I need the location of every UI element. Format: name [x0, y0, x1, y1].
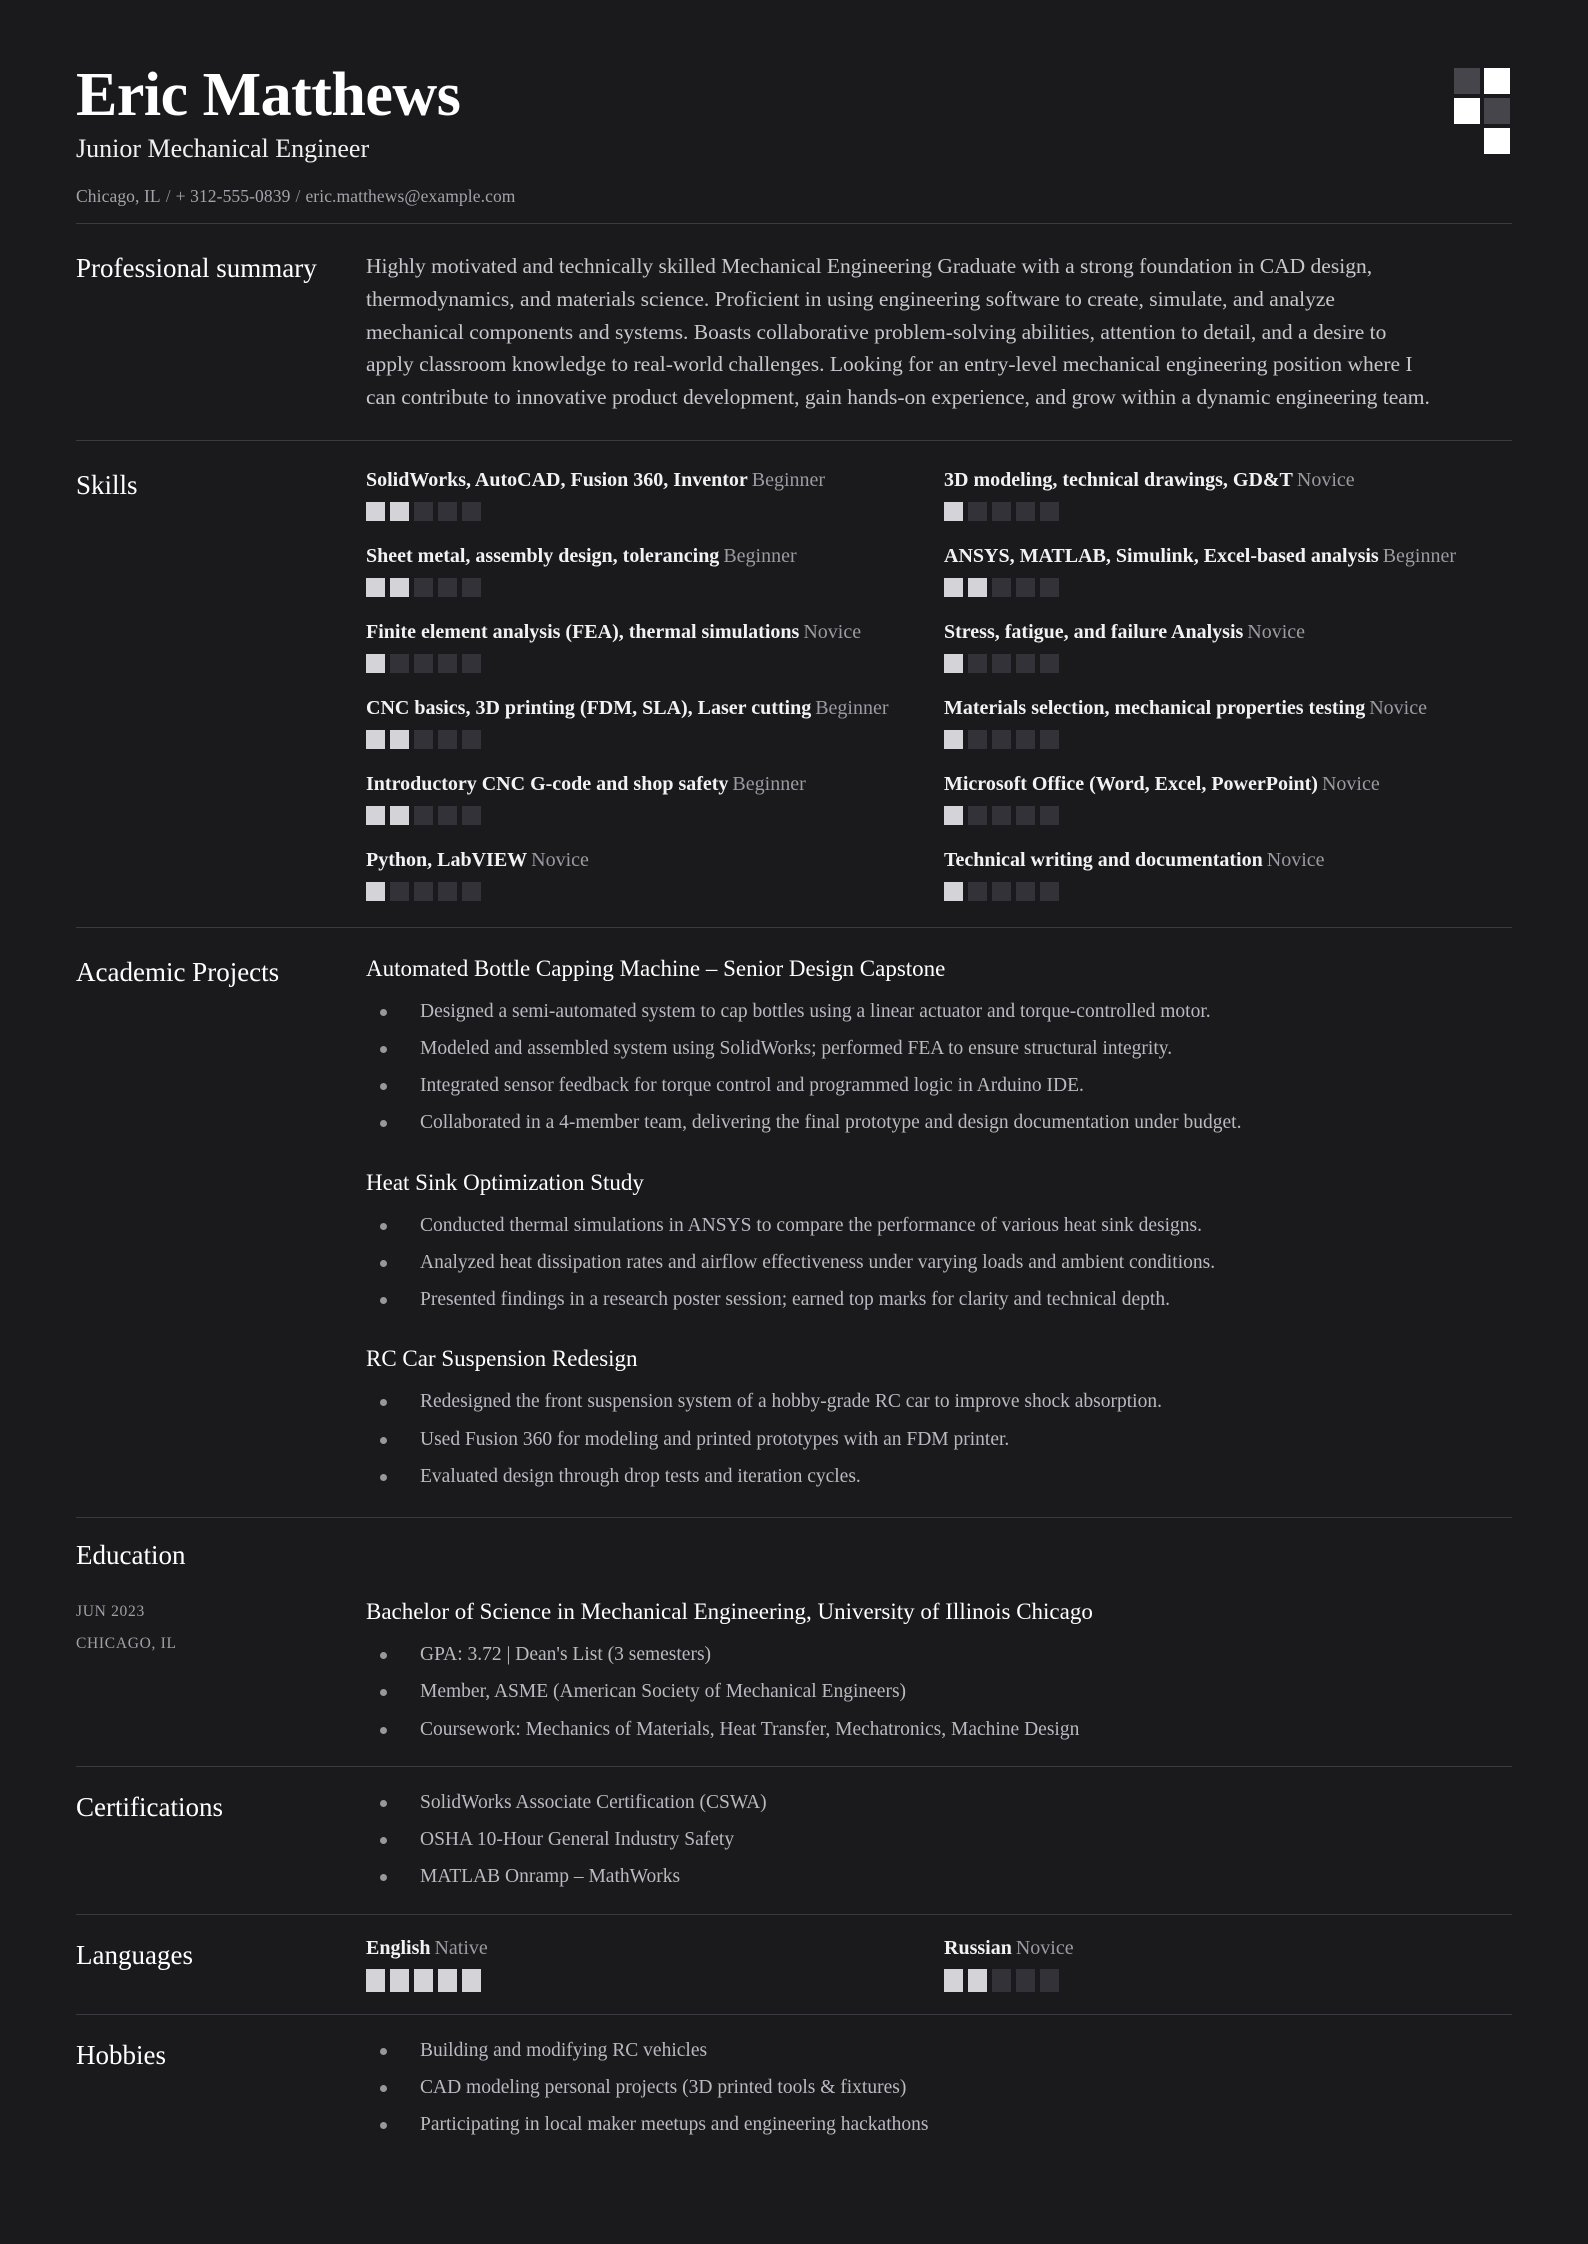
rating-dot-empty [992, 578, 1011, 597]
skill-item [944, 847, 1512, 901]
language-item [944, 1937, 1512, 1992]
candidate-name: Eric Matthews [76, 61, 461, 129]
skill-level-label: Beginner [732, 772, 806, 795]
education-body [366, 1597, 1512, 1744]
section-title-education: Education [76, 1540, 186, 1571]
skill-name: Technical writing and documentation Novice [944, 848, 1325, 871]
rating-dot-filled [366, 502, 385, 521]
rating-dots [366, 730, 934, 749]
skill-name: SolidWorks, AutoCAD, Fusion 360, Inventor Beginner [366, 468, 826, 491]
project-bullet: Redesigned the front suspension system of a hobby-grade RC car to improve shock absorption. [366, 1388, 1512, 1416]
hobby-item: Participating in local maker meetups and engineering hackathons [366, 2111, 1512, 2139]
rating-dot-filled [944, 882, 963, 901]
skill-name: CNC basics, 3D printing (FDM, SLA), Laser cutting Beginner [366, 696, 889, 719]
rating-dot-filled [390, 806, 409, 825]
rating-dot-filled [944, 806, 963, 825]
logo-cell [1484, 98, 1510, 124]
rating-dot-empty [438, 654, 457, 673]
skill-level-label: Novice [1296, 468, 1355, 491]
section-languages [76, 1915, 1512, 2014]
project-bullets [366, 1388, 1512, 1491]
skills-body [366, 467, 1512, 901]
language-level-label: Native [434, 1936, 488, 1959]
skill-item [944, 467, 1512, 521]
section-title-hobbies: Hobbies [76, 2039, 166, 2070]
candidate-job-title: Junior Mechanical Engineer [76, 134, 370, 164]
section-hobbies [76, 2015, 1512, 2162]
hobby-item: Building and modifying RC vehicles [366, 2037, 1512, 2065]
section-academic-projects [76, 928, 1512, 1517]
section-title-skills: Skills [76, 469, 138, 500]
skills-grid [366, 467, 1512, 901]
rating-dot-filled [366, 654, 385, 673]
rating-dot-filled [366, 578, 385, 597]
rating-dot-empty [414, 502, 433, 521]
skill-level-label: Beginner [723, 544, 797, 567]
skill-level-label: Novice [1266, 848, 1325, 871]
rating-dot-filled [390, 1969, 409, 1992]
rating-dot-empty [390, 882, 409, 901]
contact-phone[interactable]: + 312-555-0839 [175, 186, 291, 207]
project-bullet: Conducted thermal simulations in ANSYS to compare the performance of various heat sink designs. [366, 1212, 1512, 1240]
education-bullet: Coursework: Mechanics of Materials, Heat Transfer, Mechatronics, Machine Design [366, 1716, 1512, 1744]
rating-dot-filled [968, 1969, 987, 1992]
rating-dot-empty [438, 502, 457, 521]
skill-name: Sheet metal, assembly design, tolerancing Beginner [366, 544, 797, 567]
section-title-projects: Academic Projects [76, 956, 280, 987]
skill-item [366, 543, 934, 597]
project-title: Automated Bottle Capping Machine – Senior Design Capstone [366, 955, 946, 981]
rating-dot-filled [366, 1969, 385, 1992]
section-professional-summary [76, 224, 1512, 439]
skill-level-label: Novice [1247, 620, 1306, 643]
section-education [76, 1518, 1512, 1766]
education-bullet: Member, ASME (American Society of Mechanical Engineers) [366, 1678, 1512, 1706]
logo-cell [1454, 98, 1480, 124]
rating-dot-empty [438, 578, 457, 597]
rating-dot-empty [390, 654, 409, 673]
skill-item [944, 543, 1512, 597]
certifications-list [366, 1789, 1512, 1892]
skill-name: Finite element analysis (FEA), thermal simulations Novice [366, 620, 862, 643]
skill-item [366, 695, 934, 749]
skill-name: Materials selection, mechanical properties testing Novice [944, 696, 1427, 719]
rating-dot-empty [992, 502, 1011, 521]
project-entry [366, 954, 1512, 1138]
project-bullets [366, 998, 1512, 1138]
language-name: English Native [366, 1936, 488, 1959]
project-bullet: Analyzed heat dissipation rates and airflow effectiveness under varying loads and ambient conditions. [366, 1249, 1512, 1277]
rating-dot-filled [390, 578, 409, 597]
skill-item [944, 619, 1512, 673]
rating-dot-empty [1016, 654, 1035, 673]
rating-dot-filled [390, 502, 409, 521]
logo-cell [1484, 128, 1510, 154]
skill-level-label: Novice [1321, 772, 1380, 795]
rating-dot-empty [1016, 806, 1035, 825]
language-item [366, 1937, 934, 1992]
project-bullet: Used Fusion 360 for modeling and printed prototypes with an FDM printer. [366, 1426, 1512, 1454]
certification-item: MATLAB Onramp – MathWorks [366, 1863, 1512, 1891]
rating-dot-filled [944, 1969, 963, 1992]
skill-item [944, 695, 1512, 749]
summary-text: Highly motivated and technically skilled Mechanical Engineering Graduate with a strong foundation in CAD design, thermodynamics, and materials science. Proficient in using engineering software to create, simulate, and analyze mechanical components and systems. Boasts collaborative problem-solving abilities, attention to detail, and a desire to apply classroom knowledge to real-world challenges. Looking for an entry-level mechanical engineering position where I can contribute to innovative product development, gain hands-on experience, and grow within a dynamic engineering team. [366, 254, 1430, 410]
rating-dot-empty [438, 730, 457, 749]
education-bullets [366, 1641, 1512, 1744]
languages-grid [366, 1937, 1512, 1992]
rating-dot-empty [968, 730, 987, 749]
rating-dot-empty [1016, 578, 1035, 597]
project-title: Heat Sink Optimization Study [366, 1169, 644, 1195]
contact-email[interactable]: eric.matthews@example.com [305, 186, 516, 207]
rating-dot-filled [438, 1969, 457, 1992]
education-meta [76, 1597, 366, 1667]
rating-dot-empty [1040, 1969, 1059, 1992]
rating-dots [944, 882, 1512, 901]
skill-item [366, 847, 934, 901]
header-identity [76, 60, 516, 207]
rating-dot-empty [438, 806, 457, 825]
education-date: JUN 2023 [76, 1603, 145, 1621]
rating-dot-empty [968, 654, 987, 673]
rating-dot-empty [414, 730, 433, 749]
rating-dot-empty [462, 882, 481, 901]
language-level-label: Novice [1015, 1936, 1074, 1959]
rating-dot-filled [944, 502, 963, 521]
projects-body [366, 954, 1512, 1491]
project-title: RC Car Suspension Redesign [366, 1346, 638, 1372]
skill-name: 3D modeling, technical drawings, GD&T Novice [944, 468, 1355, 491]
rating-dot-empty [1040, 654, 1059, 673]
logo-cell [1424, 128, 1450, 154]
rating-dot-empty [1016, 1969, 1035, 1992]
rating-dot-empty [992, 882, 1011, 901]
logo-cell [1424, 98, 1450, 124]
rating-dot-empty [1040, 578, 1059, 597]
section-title-certifications: Certifications [76, 1791, 223, 1822]
education-location: CHICAGO, IL [76, 1635, 177, 1653]
section-title-summary: Professional summary [76, 253, 317, 284]
logo-cell [1484, 68, 1510, 94]
hobbies-list [366, 2037, 1512, 2140]
skill-name: Introductory CNC G-code and shop safety Beginner [366, 772, 806, 795]
education-degree: Bachelor of Science in Mechanical Engineering, University of Illinois Chicago [366, 1599, 1093, 1625]
contact-separator-2: / [295, 186, 301, 207]
rating-dot-filled [944, 730, 963, 749]
project-bullet: Presented findings in a research poster session; earned top marks for clarity and technical depth. [366, 1286, 1512, 1314]
rating-dot-empty [462, 806, 481, 825]
rating-dot-filled [968, 578, 987, 597]
skill-level-label: Novice [531, 848, 589, 871]
skill-name: Microsoft Office (Word, Excel, PowerPoint) Novice [944, 772, 1380, 795]
skill-level-label: Novice [803, 620, 862, 643]
project-entry [366, 1344, 1512, 1491]
rating-dot-empty [1040, 882, 1059, 901]
rating-dot-empty [414, 882, 433, 901]
skill-level-label: Beginner [1382, 544, 1457, 567]
rating-dots [366, 654, 934, 673]
rating-dot-filled [366, 882, 385, 901]
languages-body [366, 1937, 1512, 1992]
rating-dot-filled [462, 1969, 481, 1992]
rating-dot-empty [968, 882, 987, 901]
rating-dot-empty [1040, 730, 1059, 749]
skill-item [366, 771, 934, 825]
rating-dot-empty [968, 806, 987, 825]
rating-dot-empty [438, 882, 457, 901]
rating-dot-filled [414, 1969, 433, 1992]
rating-dots [944, 654, 1512, 673]
rating-dot-empty [1040, 502, 1059, 521]
rating-dots [944, 730, 1512, 749]
contact-location: Chicago, IL [76, 186, 161, 207]
rating-dot-filled [944, 578, 963, 597]
education-row [76, 1597, 1512, 1744]
rating-dot-filled [366, 806, 385, 825]
contact-line [76, 186, 516, 207]
certification-item: SolidWorks Associate Certification (CSWA) [366, 1789, 1512, 1817]
rating-dot-filled [944, 654, 963, 673]
section-certifications [76, 1767, 1512, 1914]
rating-dot-empty [1016, 882, 1035, 901]
education-bullet: GPA: 3.72 | Dean's List (3 semesters) [366, 1641, 1512, 1669]
resume-header [76, 60, 1512, 223]
rating-dots [944, 578, 1512, 597]
summary-body [366, 250, 1512, 413]
rating-dots [366, 578, 934, 597]
skill-item [366, 467, 934, 521]
rating-dots [366, 1969, 934, 1992]
rating-dot-empty [462, 502, 481, 521]
project-entry [366, 1168, 1512, 1315]
project-bullet: Modeled and assembled system using SolidWorks; performed FEA to ensure structural integrity. [366, 1035, 1512, 1063]
rating-dot-empty [1016, 502, 1035, 521]
rating-dot-empty [992, 654, 1011, 673]
rating-dot-empty [462, 730, 481, 749]
rating-dot-empty [414, 806, 433, 825]
skill-level-label: Beginner [815, 696, 889, 719]
rating-dot-empty [968, 502, 987, 521]
skill-name: Python, LabVIEW Novice [366, 848, 589, 871]
rating-dot-filled [390, 730, 409, 749]
rating-dots [366, 502, 934, 521]
rating-dots [366, 882, 934, 901]
logo-cell [1454, 128, 1480, 154]
logo-mark-icon [1424, 68, 1510, 154]
skill-item [366, 619, 934, 673]
rating-dots [944, 502, 1512, 521]
rating-dots [944, 806, 1512, 825]
project-bullet: Integrated sensor feedback for torque control and programmed logic in Arduino IDE. [366, 1072, 1512, 1100]
project-bullet: Evaluated design through drop tests and iteration cycles. [366, 1463, 1512, 1491]
certifications-body [366, 1789, 1512, 1892]
skill-item [944, 771, 1512, 825]
skill-name: ANSYS, MATLAB, Simulink, Excel-based analysis Beginner [944, 544, 1457, 567]
rating-dots [366, 806, 934, 825]
section-title-languages: Languages [76, 1939, 193, 1970]
certification-item: OSHA 10-Hour General Industry Safety [366, 1826, 1512, 1854]
rating-dot-empty [414, 578, 433, 597]
skill-name: Stress, fatigue, and failure Analysis Novice [944, 620, 1306, 643]
contact-separator-1: / [165, 186, 171, 207]
rating-dot-empty [1040, 806, 1059, 825]
language-name: Russian Novice [944, 1936, 1074, 1959]
hobbies-body [366, 2037, 1512, 2140]
hobby-item: CAD modeling personal projects (3D printed tools & fixtures) [366, 2074, 1512, 2102]
project-bullet: Designed a semi-automated system to cap bottles using a linear actuator and torque-controlled motor. [366, 998, 1512, 1026]
rating-dot-empty [462, 654, 481, 673]
section-skills [76, 441, 1512, 927]
skill-level-label: Beginner [751, 468, 826, 491]
rating-dot-filled [366, 730, 385, 749]
logo-cell [1454, 68, 1480, 94]
project-bullets [366, 1212, 1512, 1315]
rating-dot-empty [992, 1969, 1011, 1992]
rating-dot-empty [1016, 730, 1035, 749]
skill-level-label: Novice [1369, 696, 1427, 719]
logo-cell [1424, 68, 1450, 94]
rating-dot-empty [414, 654, 433, 673]
project-bullet: Collaborated in a 4-member team, delivering the final prototype and design documentation under budget. [366, 1109, 1512, 1137]
rating-dots [944, 1969, 1512, 1992]
rating-dot-empty [992, 806, 1011, 825]
rating-dot-empty [992, 730, 1011, 749]
rating-dot-empty [462, 578, 481, 597]
